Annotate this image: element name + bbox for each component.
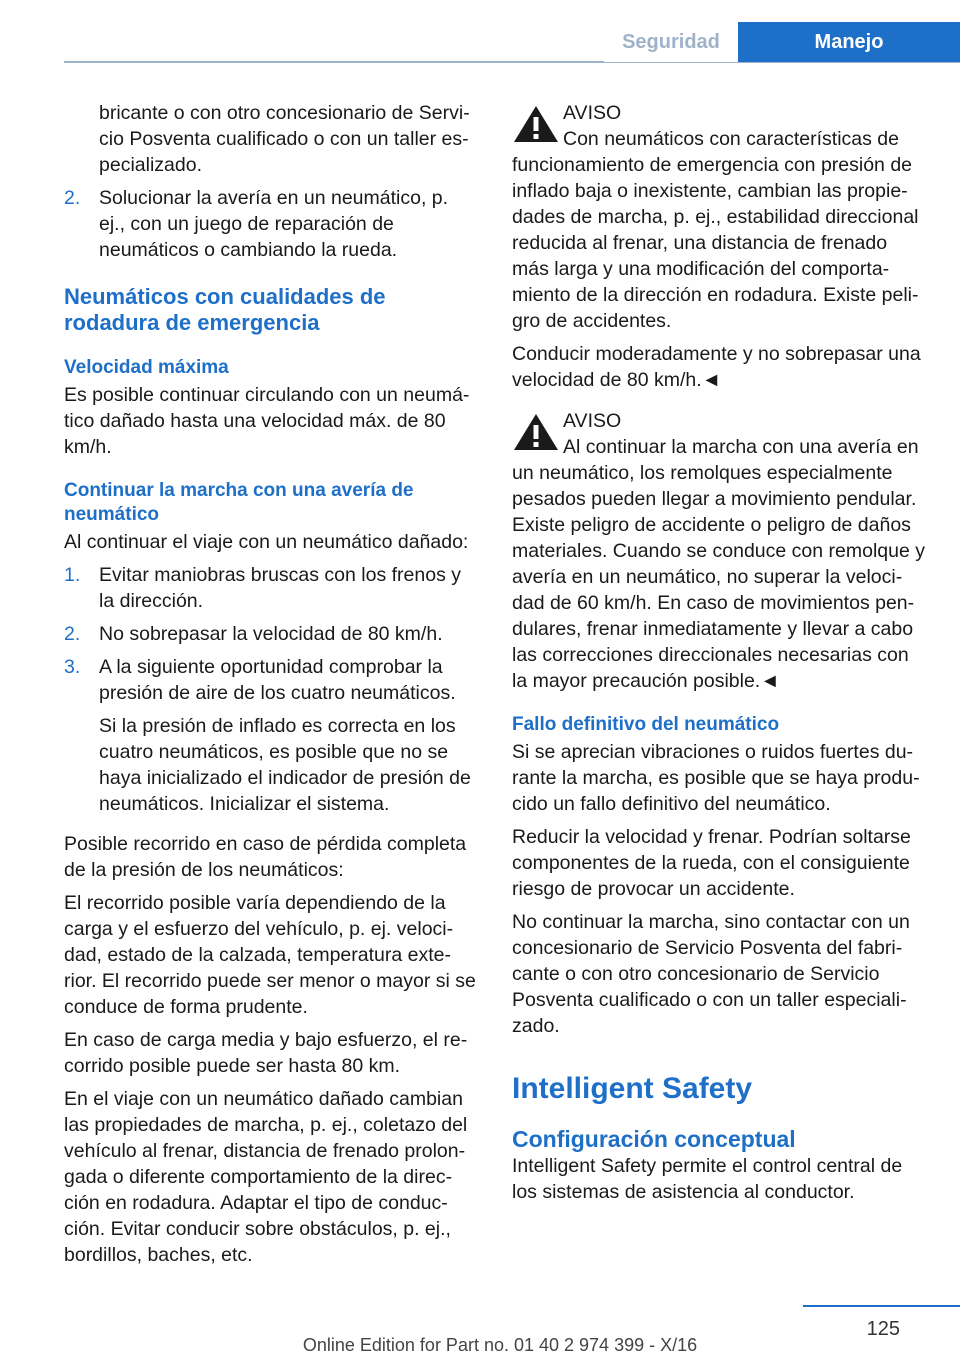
paragraph: Es posible continuar circulando con un neumá‐tico dañado hasta una velocidad máx. de 80 km/h. [64,384,470,458]
list-item-text: bricante o con otro concesionario de Servi‐cio Posventa cualificado o con un taller es‐pecializado. [99,102,470,176]
paragraph: Reducir la velocidad y frenar. Podrían soltarse componentes de la rueda, con el consiguiente riesgo de provocar un accidente. [512,826,911,900]
paragraph: Intelligent Safety permite el control central de los sistemas de asistencia al conductor. [512,1155,903,1203]
tab-seguridad[interactable]: Seguridad [604,22,738,62]
paragraph: Al continuar el viaje con un neumático dañado: [64,531,469,553]
warning-box [512,100,926,334]
paragraph: No continuar la marcha, sino contactar con un concesionario de Servicio Posventa del fabri‐cante o con otro concesionario de Servicio Posventa cualificado o con un taller especiali‐zado. [512,911,910,1037]
list-item-text: Evitar maniobras bruscas con los frenos y la dirección. [99,564,461,612]
list-item-text: No sobrepasar la velocidad de 80 km/h. [99,623,443,645]
left-column [64,100,478,1275]
paragraph: El recorrido posible varía dependiendo de la carga y el esfuerzo del vehículo, p. ej. veloci‐dad, estado de la calzada, temperatura exte‐rior. El recorrido puede ser menor o mayor si se conduce de forma prudente. [64,892,476,1018]
warning-text: Al continuar la marcha con una avería en un neumático, los remolques especialmente pesados pueden llegar a movimiento pendular. Existe peligro de accidente o peligro de daños materiales. Cuando se conduce con remolque y avería en un neumático, no superar la veloci‐dad de 60 km/h. En caso de movimientos pen‐dulares, frenar inmediatamente y llevar a cabo las correcciones direccionales necesarias con la mayor precaución posible.◄ [512,436,925,692]
paragraph: Si se aprecian vibraciones o ruidos fuertes du‐rante la marcha, es posible que se haya produ‐cido un fallo definitivo del neumático. [512,741,920,815]
tab-manejo[interactable]: Manejo [738,22,960,62]
list-item-text: Solucionar la avería en un neumático, p. ej., con un juego de reparación de neumáticos o cambiando la rueda. [99,187,449,261]
edition-footer: Online Edition for Part no. 01 40 2 974 399 - X/16 [302,1335,698,1355]
paragraph: Posible recorrido en caso de pérdida completa de la presión de los neumáticos: [64,833,467,881]
list-item [64,185,478,263]
chapter-heading: Intelligent Safety [512,1072,753,1105]
warning-title: AVISO [563,102,622,124]
section-heading: Configuración conceptual [512,1126,796,1152]
subheading-speed: Velocidad máxima [64,357,229,378]
warning-text: Con neumáticos con características de funcionamiento de emergencia con presión de inflado baja o inexistente, cambian las propie‐dades de marcha, p. ej., estabilidad direccional reducida al frenar, una distancia de frenado más larga y una modificación del comporta‐miento de la dirección en rodadura. Existe peli‐gro de accidentes. [512,128,919,332]
list-number: 2. [64,623,81,645]
list-item-text: A la siguiente oportunidad comprobar la presión de aire de los cuatro neumáticos. [99,656,456,704]
list-item-note: Si la presión de inflado es correcta en los cuatro neumáticos, es posible que no se haya inicializado el indicador de presión de neumáticos. Inicializar el sistema. [99,715,471,815]
warning-title: AVISO [563,410,622,432]
paragraph: En caso de carga media y bajo esfuerzo, el re‐corrido posible puede ser hasta 80 km. [64,1029,468,1077]
right-column [512,100,926,1212]
warning-box [512,408,926,694]
warning-icon [512,104,560,144]
subheading-continue: Continuar la marcha con una avería de neumático [64,480,414,525]
list-number: 2. [64,187,81,209]
list-item [64,562,478,614]
list-number: 1. [64,564,81,586]
subheading-failure: Fallo definitivo del neumático [512,714,780,735]
page-number: 125 [866,1318,900,1340]
list-number: 3. [64,656,81,678]
warning-icon [512,412,560,452]
paragraph: En el viaje con un neumático dañado cambian las propiedades de marcha, p. ej., coletazo del vehículo al frenar, distancia de frenado prolon‐gada o diferente comportamiento de la direc‐ción en rodadura. Adaptar el tipo de conduc‐ción. Evitar conducir sobre obstáculos, p. ej., bordillos, baches, etc. [64,1088,468,1266]
footer-rule [803,1305,960,1307]
list-item-continued [64,100,478,178]
list-item [64,621,478,647]
paragraph: Conducir moderadamente y no sobrepasar una velocidad de 80 km/h.◄ [512,343,921,391]
section-heading: Neumáticos con cualidades de rodadura de emergencia [64,284,386,335]
list-item [64,654,478,824]
